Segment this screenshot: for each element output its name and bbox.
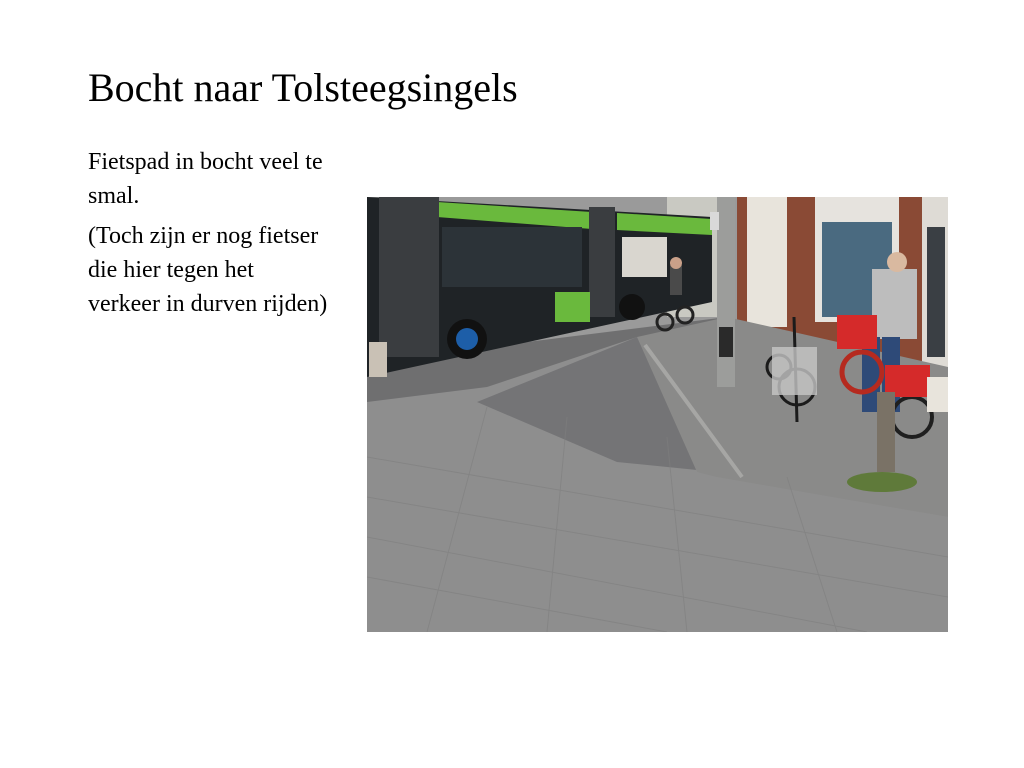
street-pole: [717, 197, 735, 387]
slide-body: [88, 145, 328, 327]
street-photo: [367, 197, 948, 632]
body-paragraph-2: (Toch zijn er nog fietser die hier tegen het verkeer in durven rijden): [88, 223, 328, 317]
grass: [847, 472, 917, 492]
slide-title: Bocht naar Tolsteegsingels: [88, 65, 518, 110]
bollard: [877, 392, 895, 472]
body-paragraph-1: Fietspad in bocht veel te smal.: [88, 149, 323, 209]
